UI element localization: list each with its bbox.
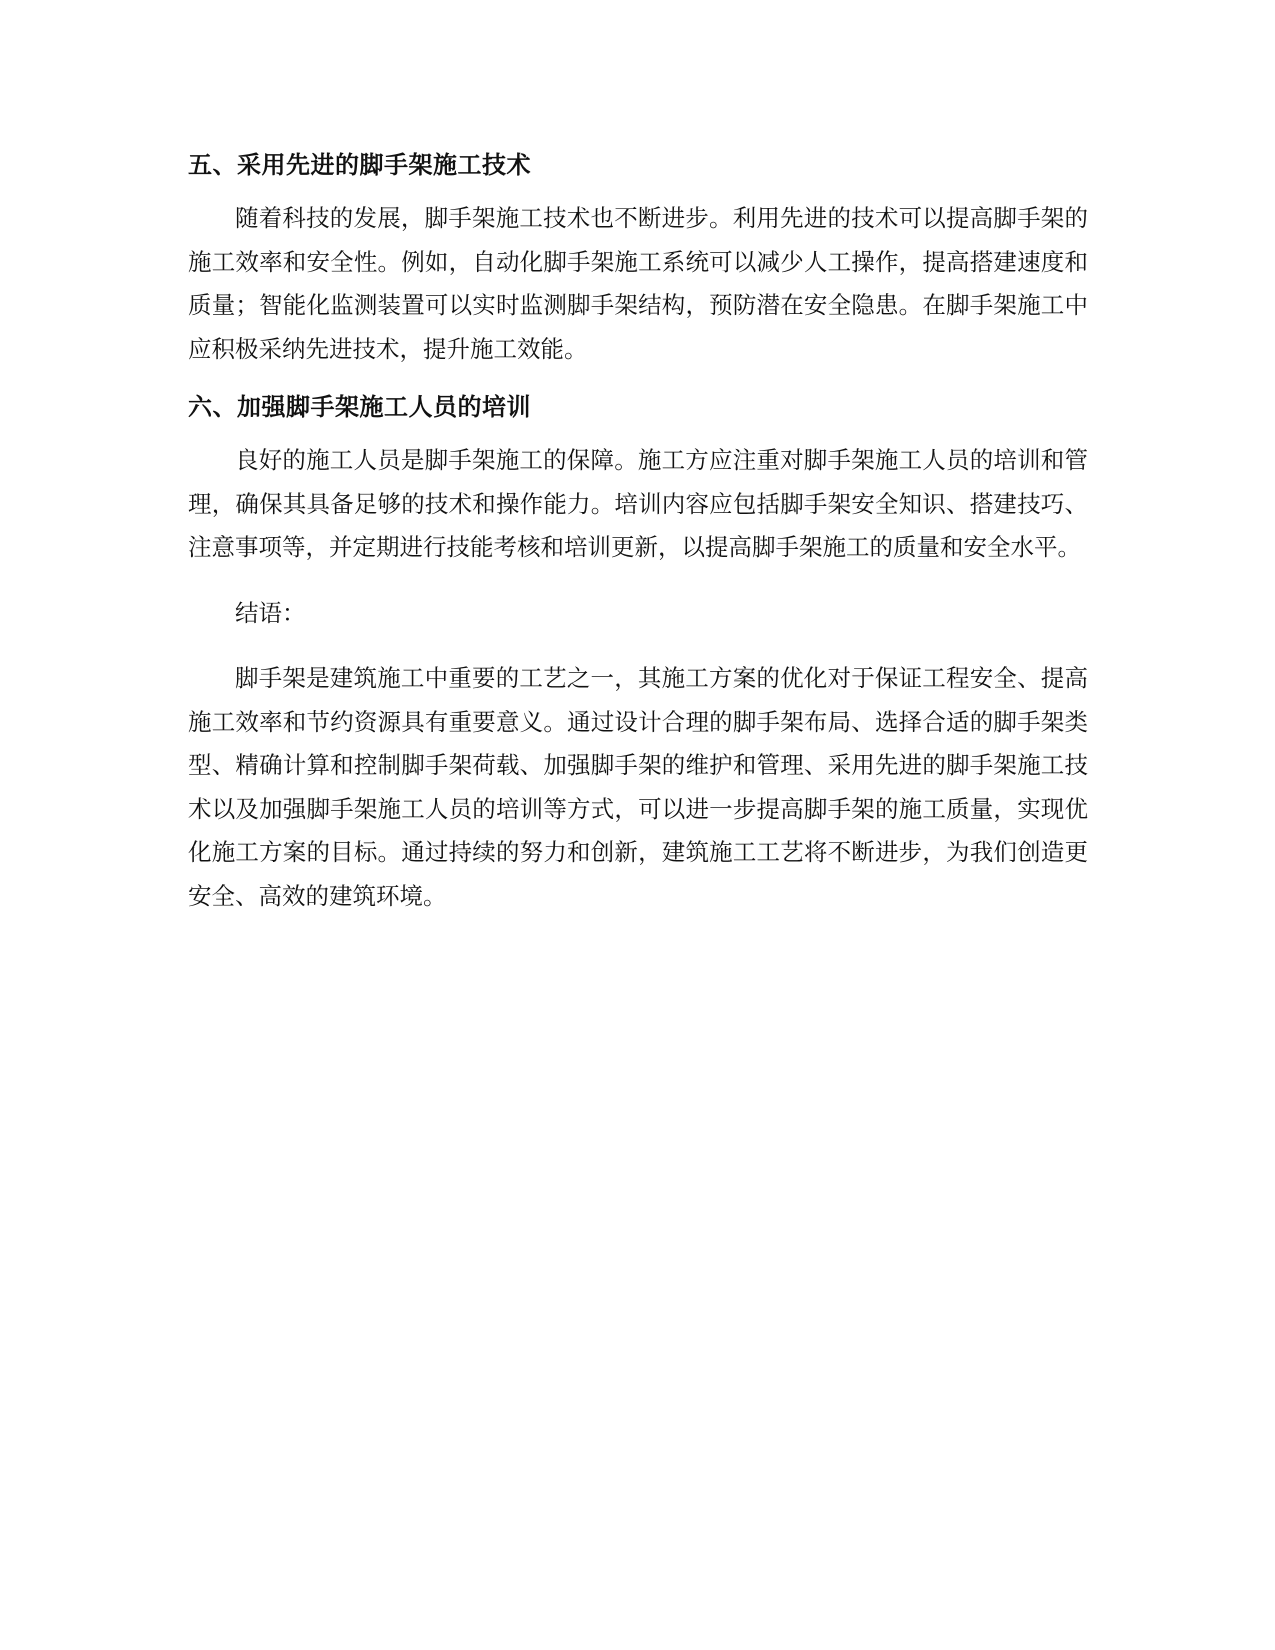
section-heading-6: 六、加强脚手架施工人员的培训 xyxy=(188,393,531,421)
document-body xyxy=(188,145,1088,918)
conclusion-paragraph: 脚手架是建筑施工中重要的工艺之一，其施工方案的优化对于保证工程安全、提高施工效率和节约资源具有重要意义。通过设计合理的脚手架布局、选择合适的脚手架类型、精确计算和控制脚手架荷载、加强脚手架的维护和管理、采用先进的脚手架施工技术以及加强脚手架施工人员的培训等方式，可以进一步提高脚手架的施工质量，实现优化施工方案的目标。通过持续的努力和创新，建筑施工工艺将不断进步，为我们创造更安全、高效的建筑环境。 xyxy=(188,664,1088,910)
section-paragraph-6: 良好的施工人员是脚手架施工的保障。施工方应注重对脚手架施工人员的培训和管理，确保其具备足够的技术和操作能力。培训内容应包括脚手架安全知识、搭建技巧、注意事项等，并定期进行技能考核和培训更新，以提高脚手架施工的质量和安全水平。 xyxy=(188,446,1088,561)
section-paragraph-5: 随着科技的发展，脚手架施工技术也不断进步。利用先进的技术可以提高脚手架的施工效率和安全性。例如，自动化脚手架施工系统可以减少人工操作，提高搭建速度和质量；智能化监测装置可以实时监测脚手架结构，预防潜在安全隐患。在脚手架施工中应积极采纳先进技术，提升施工效能。 xyxy=(188,204,1088,363)
section-heading-5: 五、采用先进的脚手架施工技术 xyxy=(188,151,531,179)
conclusion-label: 结语： xyxy=(235,598,306,627)
